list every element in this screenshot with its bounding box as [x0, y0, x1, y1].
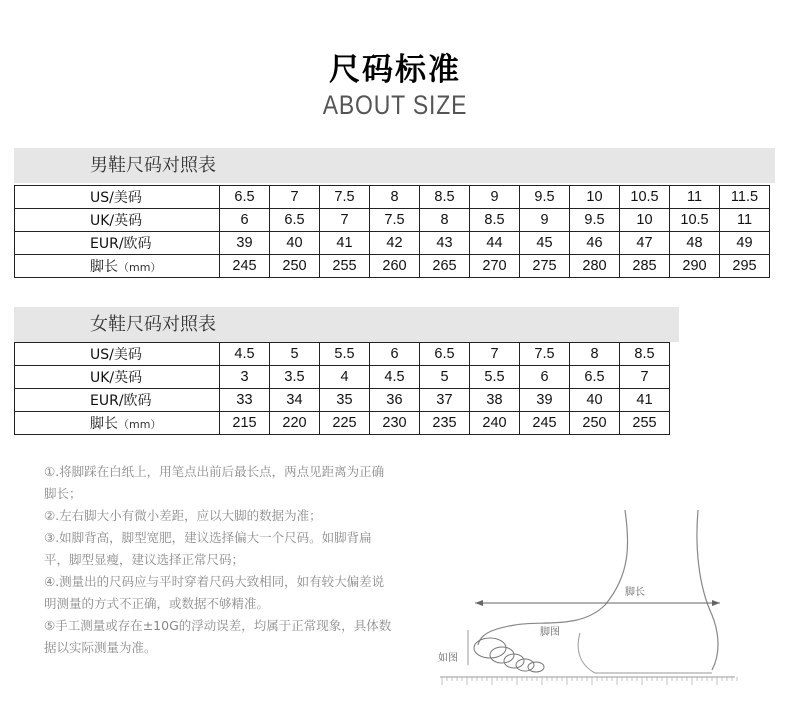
foot-top-outline	[478, 510, 628, 645]
table-row	[15, 343, 670, 366]
women-table-header: 女鞋尺码对照表	[14, 307, 679, 342]
size-cell: 33	[220, 389, 270, 412]
size-cell: 6	[220, 209, 270, 232]
table-row	[15, 209, 770, 232]
row-label: UK/英码	[15, 366, 220, 389]
men-table-header: 男鞋尺码对照表	[14, 148, 775, 183]
size-cell: 39	[520, 389, 570, 412]
size-cell: 260	[370, 255, 420, 278]
toes	[474, 638, 544, 672]
sole-outline	[578, 633, 712, 673]
size-cell: 270	[470, 255, 520, 278]
size-cell: 41	[320, 232, 370, 255]
table-row	[15, 389, 670, 412]
size-cell: 49	[720, 232, 770, 255]
size-cell: 44	[470, 232, 520, 255]
row-label: 脚长（mm）	[15, 255, 220, 278]
size-cell: 42	[370, 232, 420, 255]
size-cell: 230	[370, 412, 420, 435]
size-cell: 9.5	[520, 186, 570, 209]
size-cell: 10.5	[670, 209, 720, 232]
note-5: ⑤手工测量或存在±10G的浮动误差，均属于正常现象，具体数据以实际测量为准。	[44, 618, 392, 655]
size-cell: 38	[470, 389, 520, 412]
size-cell: 11.5	[720, 186, 770, 209]
size-cell: 225	[320, 412, 370, 435]
size-cell: 3	[220, 366, 270, 389]
size-cell: 5	[420, 366, 470, 389]
size-cell: 7	[620, 366, 670, 389]
size-cell: 220	[270, 412, 320, 435]
note-3: ③.如脚背高，脚型宽肥，建议选择偏大一个尺码。如脚背扁平，脚型显瘦，建议选择正常尺码；	[44, 530, 372, 567]
size-cell: 11	[720, 209, 770, 232]
table-row	[15, 412, 670, 435]
size-cell: 43	[420, 232, 470, 255]
size-cell: 10	[620, 209, 670, 232]
size-cell: 8.5	[620, 343, 670, 366]
size-cell: 290	[670, 255, 720, 278]
size-cell: 35	[320, 389, 370, 412]
size-cell: 11	[670, 186, 720, 209]
size-cell: 9	[520, 209, 570, 232]
note-1: ①.将脚踩在白纸上，用笔点出前后最长点，两点见距离为正确脚长；	[44, 464, 385, 501]
size-cell: 40	[270, 232, 320, 255]
size-cell: 6.5	[420, 343, 470, 366]
size-cell: 250	[270, 255, 320, 278]
size-cell: 7.5	[520, 343, 570, 366]
size-cell: 255	[620, 412, 670, 435]
size-cell: 39	[220, 232, 270, 255]
size-cell: 6.5	[270, 209, 320, 232]
size-cell: 215	[220, 412, 270, 435]
size-cell: 5.5	[470, 366, 520, 389]
size-cell: 46	[570, 232, 620, 255]
size-cell: 6.5	[570, 366, 620, 389]
size-cell: 9	[470, 186, 520, 209]
size-cell: 275	[520, 255, 570, 278]
row-label: UK/英码	[15, 209, 220, 232]
size-cell: 7.5	[320, 186, 370, 209]
toe-label: 脚图	[540, 627, 560, 638]
size-cell: 10.5	[620, 186, 670, 209]
men-size-table	[14, 185, 770, 278]
size-cell: 37	[420, 389, 470, 412]
size-cell: 40	[570, 389, 620, 412]
size-cell: 7	[270, 186, 320, 209]
size-cell: 245	[520, 412, 570, 435]
size-cell: 250	[570, 412, 620, 435]
foot-length-label: 脚长	[625, 587, 645, 598]
foot-measure-illustration	[430, 505, 760, 690]
size-cell: 10	[570, 186, 620, 209]
size-cell: 6	[370, 343, 420, 366]
size-cell: 245	[220, 255, 270, 278]
page-title: 尺码标准	[329, 52, 461, 88]
ruler-label: 如图	[438, 653, 458, 664]
table-row	[15, 232, 770, 255]
size-cell: 9.5	[570, 209, 620, 232]
note-4: ④.测量出的尺码应与平时穿着尺码大致相同，如有较大偏差说明测量的方式不正确，或数据不够精准。	[44, 574, 385, 611]
size-cell: 4.5	[220, 343, 270, 366]
table-row	[15, 366, 670, 389]
size-cell: 7	[470, 343, 520, 366]
table-row	[15, 186, 770, 209]
heel-outline	[697, 510, 718, 670]
size-cell: 4	[320, 366, 370, 389]
size-cell: 285	[620, 255, 670, 278]
size-cell: 5.5	[320, 343, 370, 366]
size-cell: 3.5	[270, 366, 320, 389]
measurement-notes	[44, 461, 394, 659]
size-cell: 5	[270, 343, 320, 366]
page-subtitle: ABOUT SIZE	[322, 90, 468, 120]
size-cell: 8	[370, 186, 420, 209]
size-cell: 41	[620, 389, 670, 412]
size-cell: 4.5	[370, 366, 420, 389]
table-row	[15, 255, 770, 278]
row-label: EUR/欧码	[15, 389, 220, 412]
size-cell: 48	[670, 232, 720, 255]
note-2: ②.左右脚大小有微小差距，应以大脚的数据为准；	[44, 508, 322, 523]
row-label: US/美码	[15, 343, 220, 366]
size-cell: 240	[470, 412, 520, 435]
size-cell: 255	[320, 255, 370, 278]
row-label: US/美码	[15, 186, 220, 209]
size-cell: 45	[520, 232, 570, 255]
size-cell: 265	[420, 255, 470, 278]
size-cell: 280	[570, 255, 620, 278]
row-label: EUR/欧码	[15, 232, 220, 255]
size-cell: 7.5	[370, 209, 420, 232]
size-cell: 8	[420, 209, 470, 232]
size-cell: 235	[420, 412, 470, 435]
size-cell: 36	[370, 389, 420, 412]
size-cell: 8.5	[420, 186, 470, 209]
size-cell: 8.5	[470, 209, 520, 232]
size-cell: 6	[520, 366, 570, 389]
size-cell: 8	[570, 343, 620, 366]
size-cell: 6.5	[220, 186, 270, 209]
women-size-table	[14, 342, 670, 435]
size-cell: 295	[720, 255, 770, 278]
ruler-ticks	[442, 677, 737, 685]
size-cell: 47	[620, 232, 670, 255]
row-label: 脚长（mm）	[15, 412, 220, 435]
size-cell: 34	[270, 389, 320, 412]
size-cell: 7	[320, 209, 370, 232]
